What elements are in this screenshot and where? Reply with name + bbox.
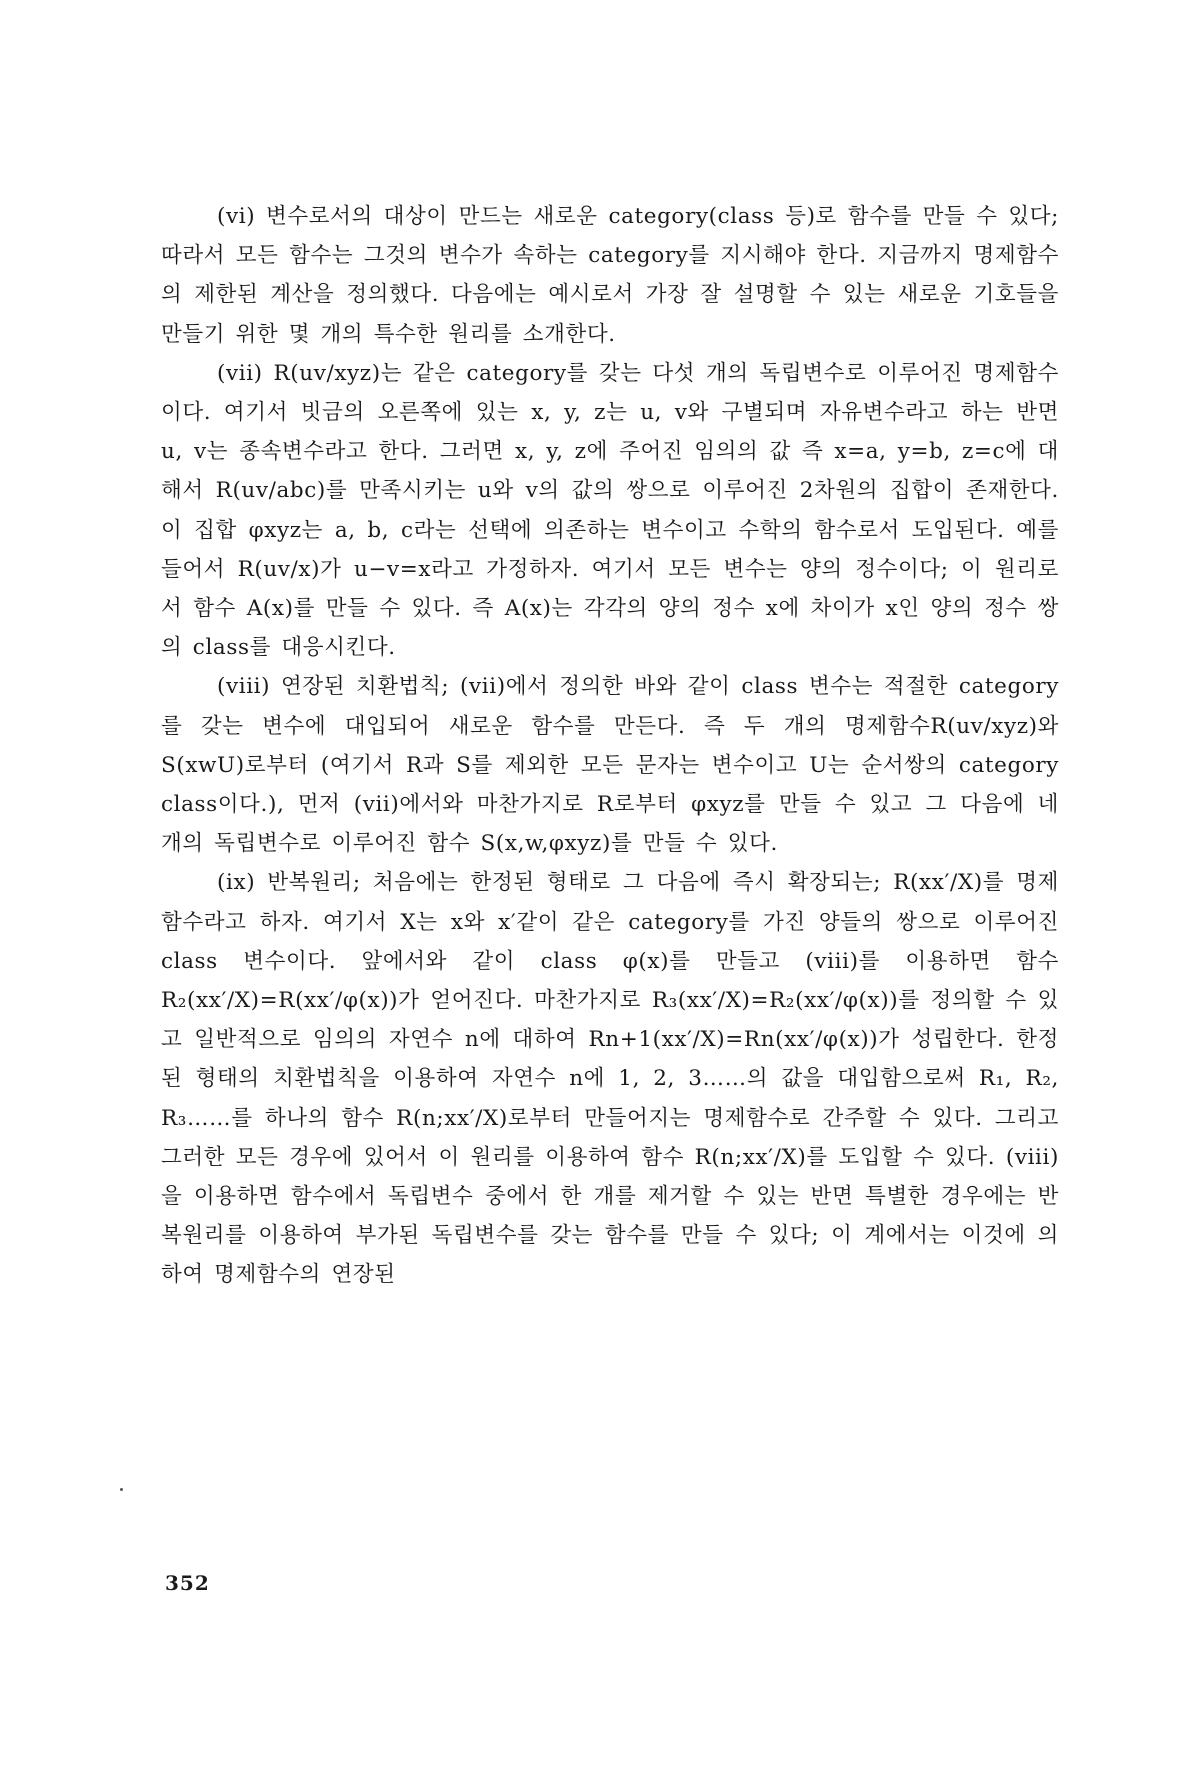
paragraph-vii: (vii) R(uv/xyz)는 같은 category를 갖는 다섯 개의 독립변수로 이루어진 명제함수이다. 여기서 빗금의 오른쪽에 있는 x, y, z는 u, v와 구별되며 자유변수라고 하는 반면 u, v는 종속변수라고 한다. 그러면 x, y, z에 주어진 임의의 값 즉 x=a, y=b, z=c에 대해서 R(uv/abc)를 만족시키는 u와 v의 값의 쌍으로 이루어진 2차원의 집합이 존재한다. 이 집합 φxyz는 a, b, c라는 선택에 의존하는 변수이고 수학의 함수로서 도입된다. 예를 들어서 R(uv/x)가 u−v=x라고 가정하자. 여기서 모든 변수는 양의 정수이다; 이 원리로서 함수 A(x)를 만들 수 있다. 즉 A(x)는 각각의 양의 정수 x에 차이가 x인 양의 정수 쌍의 class를 대응시킨다.: [161, 360, 1059, 661]
paragraph-ix: (ix) 반복원리; 처음에는 한정된 형태로 그 다음에 즉시 확장되는; R(xx′/X)를 명제함수라고 하자. 여기서 X는 x와 x′같이 같은 category를 가진 양들의 쌍으로 이루어진 class 변수이다. 앞에서와 같이 class φ(x)를 만들고 (viii)를 이용하면 함수R₂(xx′/X)=R(xx′/φ(x))가 얻어진다. 마찬가지로 R₃(xx′/X)=R₂(xx′/φ(x))를 정의할 수 있고 일반적으로 임의의 자연수 n에 대하여 Rn+1(xx′/X)=Rn(xx′/φ(x))가 성립한다. 한정된 형태의 치환법칙을 이용하여 자연수 n에 1, 2, 3……의 값을 대입함으로써 R₁, R₂, R₃……를 하나의 함수 R(n;xx′/X)로부터 만들어지는 명제함수로 간주할 수 있다. 그리고 그러한 모든 경우에 있어서 이 원리를 이용하여 함수 R(n;xx′/X)를 도입할 수 있다. (viii)을 이용하면 함수에서 독립변수 중에서 한 개를 제거할 수 있는 반면 특별한 경우에는 반복원리를 이용하여 부가된 독립변수를 갖는 함수를 만들 수 있다; 이 계에서는 이것에 의하여 명제함수의 연장된: [161, 870, 1059, 1288]
print-speck: [120, 1488, 123, 1491]
body-text: [161, 197, 1059, 1295]
page-number: 352: [165, 1571, 210, 1595]
paragraph-vi: (vi) 변수로서의 대상이 만드는 새로운 category(class 등)로 함수를 만들 수 있다; 따라서 모든 함수는 그것의 변수가 속하는 category를 지시해야 한다. 지금까지 명제함수의 제한된 계산을 정의했다. 다음에는 예시로서 가장 잘 설명할 수 있는 새로운 기호들을 만들기 위한 몇 개의 특수한 원리를 소개한다.: [161, 204, 1059, 347]
paragraph-viii: (viii) 연장된 치환법칙; (vii)에서 정의한 바와 같이 class 변수는 적절한 category를 갖는 변수에 대입되어 새로운 함수를 만든다. 즉 두 개의 명제함수R(uv/xyz)와 S(xwU)로부터 (여기서 R과 S를 제외한 모든 문자는 변수이고 U는 순서쌍의 category class이다.), 먼저 (vii)에서와 마찬가지로 R로부터 φxyz를 만들 수 있고 그 다음에 네 개의 독립변수로 이루어진 함수 S(x,w,φxyz)를 만들 수 있다.: [161, 674, 1059, 857]
